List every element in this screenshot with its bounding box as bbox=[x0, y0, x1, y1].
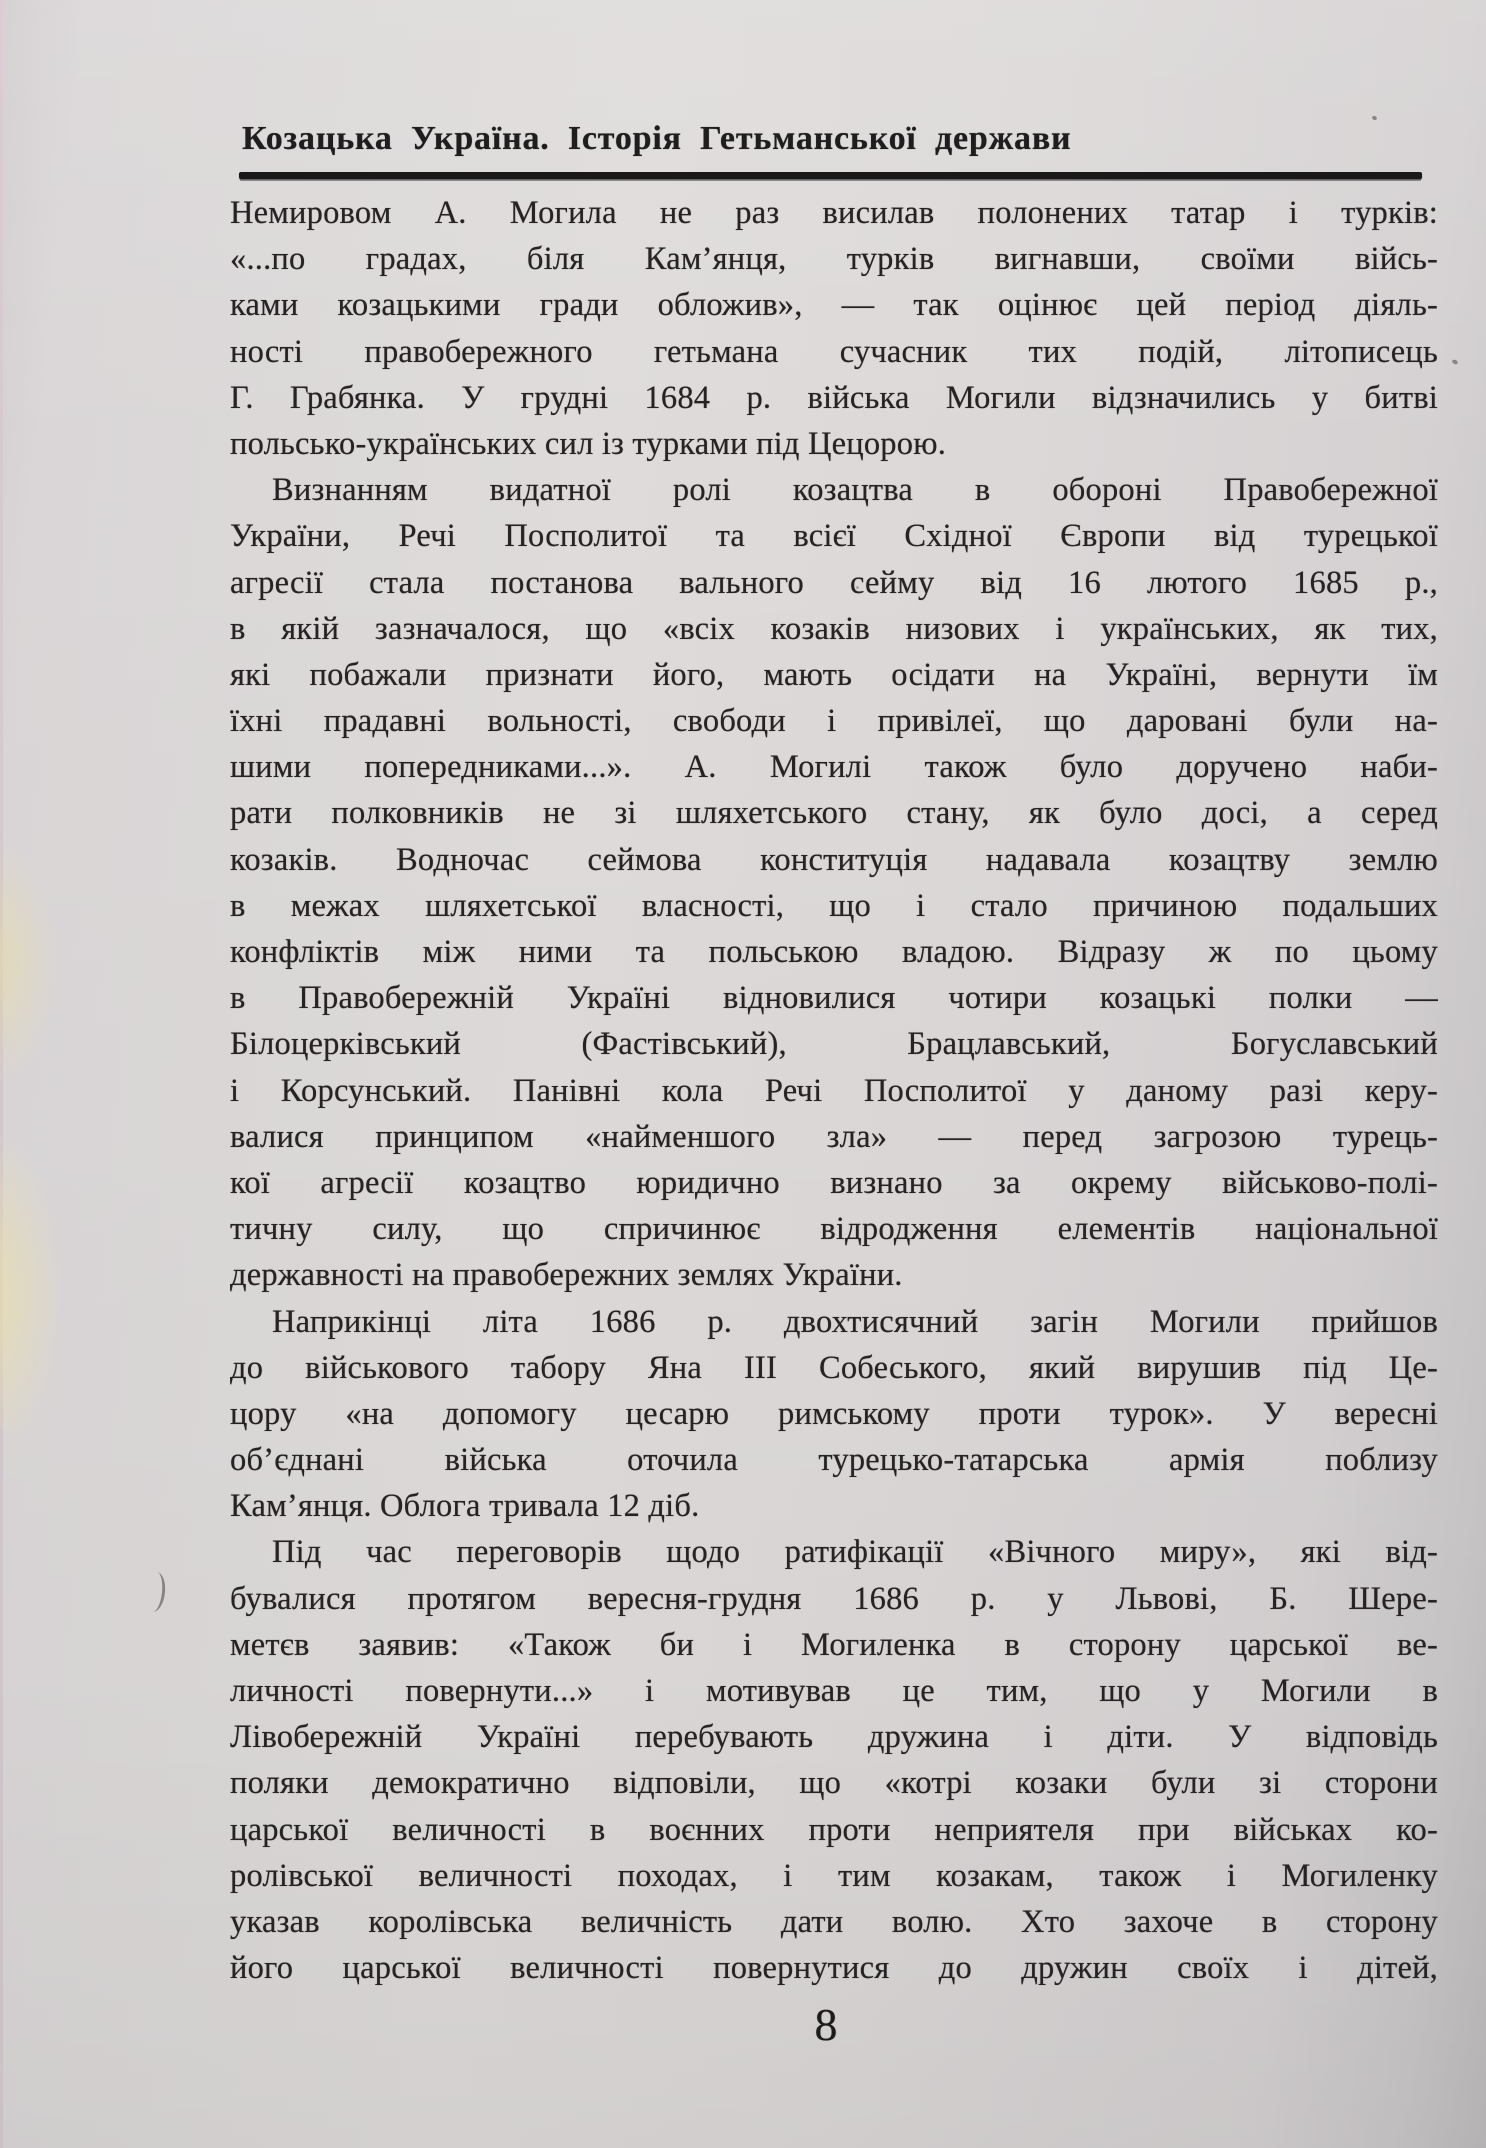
text-line: до військового табору Яна III Собеського, який вирушив під Це- bbox=[230, 1349, 1438, 1386]
page-body bbox=[230, 190, 1438, 1991]
text-line: їхні прадавні вольності, свободи і привілеї, що даровані були на- bbox=[230, 703, 1438, 740]
text-line: «...по градах, біля Кам’янця, турків вигнавши, своїми війсь- bbox=[230, 241, 1438, 278]
text-line: ності правобережного гетьмана сучасник тих подій, літописець bbox=[230, 333, 1438, 370]
text-line: України, Речі Посполитої та всієї Східної Європи від турецької bbox=[230, 518, 1438, 555]
text-line: Немировом А. Могила не раз висилав полонених татар і турків: bbox=[230, 195, 1438, 231]
text-line: поляки демократично відповіли, що «котрі козаки були зі сторони bbox=[230, 1765, 1438, 1802]
text-line: царської величності в воєнних проти неприятеля при військах ко- bbox=[230, 1811, 1438, 1848]
text-line: ками козацькими гради обложив», — так оцінює цей період діяль- bbox=[230, 287, 1438, 324]
paper-speck bbox=[1451, 359, 1458, 365]
text-line: агресії стала постанова вального сейму від 16 лютого 1685 р., bbox=[230, 564, 1438, 601]
text-line: Наприкінці літа 1686 р. двохтисячний загін Могили прийшов bbox=[272, 1303, 1438, 1340]
text-line: Кам’янця. Облога тривала 12 діб. bbox=[230, 1488, 700, 1525]
text-line: шими попередниками...». А. Могилі також було доручено наби- bbox=[230, 749, 1438, 786]
paper-smudge bbox=[0, 1130, 62, 1430]
text-line: тичну силу, що спричинює відродження елементів національної bbox=[230, 1211, 1438, 1248]
text-line: кої агресії козацтво юридично визнано за окрему військово-полі- bbox=[230, 1164, 1438, 1201]
text-line: указав королівська величність дати волю. Хто захоче в сторону bbox=[230, 1903, 1438, 1940]
running-header: Козацька Україна. Історія Гетьманської держави bbox=[242, 120, 1072, 157]
text-line: валися принципом «найменшого зла» — перед загрозою турець- bbox=[230, 1118, 1438, 1155]
text-line: метєв заявив: «Також би і Могиленка в сторону царської ве- bbox=[230, 1626, 1438, 1663]
text-line: в Правобережній Україні відновилися чотири козацькі полки — bbox=[230, 980, 1438, 1017]
pen-mark-artifact bbox=[146, 1571, 167, 1613]
text-line: козаків. Водночас сеймова конституція надавала козацтву землю bbox=[230, 841, 1438, 878]
text-line: Лівобережній Україні перебувають дружина і діти. У відповідь bbox=[230, 1719, 1438, 1756]
text-line: в межах шляхетської власності, що і стало причиною подальших bbox=[230, 887, 1438, 924]
text-line: і Корсунський. Панівні кола Речі Посполитої у даному разі керу- bbox=[230, 1072, 1438, 1109]
paper-smudge bbox=[0, 838, 58, 1088]
text-line: ролівської величності походах, і тим козакам, також і Могиленку bbox=[230, 1857, 1438, 1894]
text-line: рати полковників не зі шляхетського стану, як було досі, а серед bbox=[230, 795, 1438, 832]
text-line: Під час переговорів щодо ратифікації «Вічного миру», які від- bbox=[272, 1534, 1438, 1571]
text-line: Білоцерківський (Фастівський), Брацлавський, Богуславський bbox=[230, 1026, 1438, 1063]
page-number: 8 bbox=[814, 1999, 838, 2050]
text-line: польсько-українських сил із турками під Цецорою. bbox=[230, 425, 947, 462]
text-line: цору «на допомогу цесарю римському проти турок». У вересні bbox=[230, 1395, 1438, 1432]
text-line: личності повернути...» і мотивував це тим, що у Могили в bbox=[230, 1673, 1438, 1709]
text-line: які побажали признати його, мають осідати на Україні, вернути їм bbox=[230, 656, 1438, 693]
text-line: в якій зазначалося, що «всіх козаків низових і українських, як тих, bbox=[230, 610, 1438, 647]
text-line: бувалися протягом вересня-грудня 1686 р. у Львові, Б. Шере- bbox=[230, 1580, 1438, 1617]
text-line: конфліктів між ними та польською владою. Відразу ж по цьому bbox=[230, 934, 1438, 970]
scan-edge-artifact bbox=[0, 0, 3, 2148]
text-line: Г. Грабянка. У грудні 1684 р. війська Могили відзначились у битві bbox=[230, 379, 1438, 416]
text-line: його царської величності повернутися до дружин своїх і дітей, bbox=[230, 1950, 1438, 1987]
text-line: об’єднані війська оточила турецько-татарська армія поблизу bbox=[230, 1442, 1438, 1479]
header-rule bbox=[239, 172, 1422, 179]
text-line: Визнанням видатної ролі козацтва в обороні Правобережної bbox=[272, 472, 1438, 509]
text-line: державності на правобережних землях України. bbox=[230, 1257, 903, 1294]
